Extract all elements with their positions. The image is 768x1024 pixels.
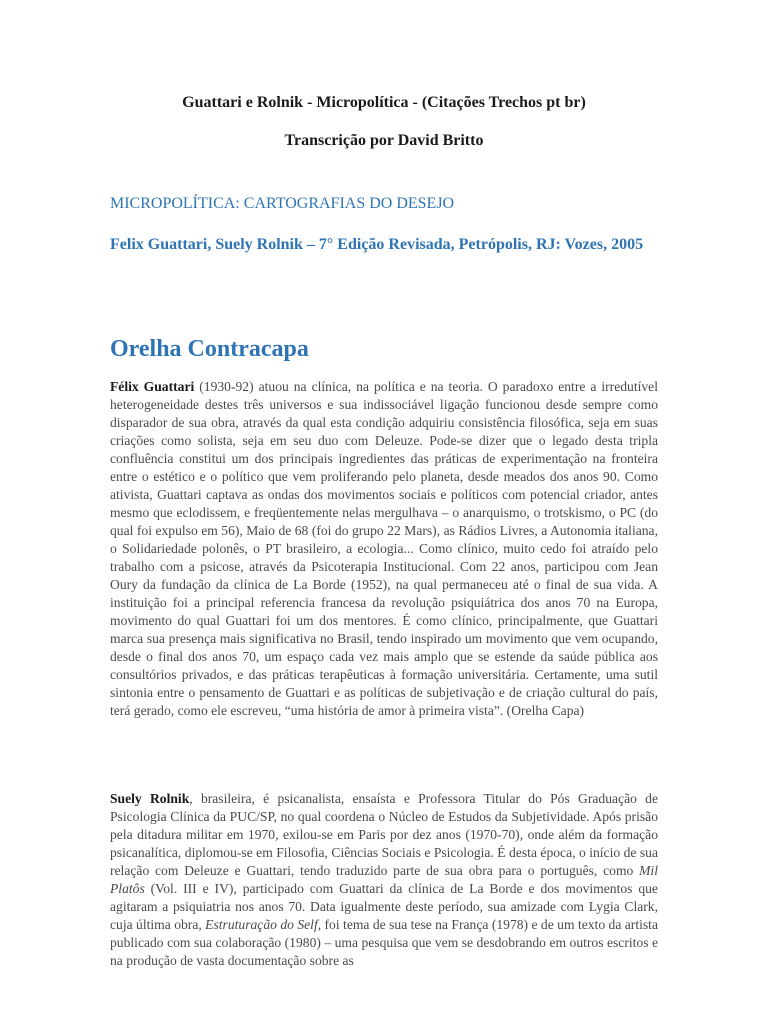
rolnik-italic-self: Estruturação do Self xyxy=(205,917,318,932)
section-heading: Orelha Contracapa xyxy=(110,336,309,362)
book-title: MICROPOLÍTICA: CARTOGRAFIAS DO DESEJO xyxy=(110,195,455,212)
transcription-credit: Transcrição por David Britto xyxy=(284,132,484,149)
rolnik-name: Suely Rolnik xyxy=(110,791,190,806)
guattari-name: Félix Guattari xyxy=(110,379,195,394)
rolnik-text-c: , foi tema de sua tese na França (1978) e de um texto da artista publicado com sua colaboração (1980) – uma pesquisa que vem se desdobrando em outros escritos e na produção de vasta documentação sobre as xyxy=(110,917,658,968)
book-reference: Felix Guattari, Suely Rolnik – 7° Edição Revisada, Petrópolis, RJ: Vozes, 2005 xyxy=(110,236,644,253)
rolnik-paragraph xyxy=(110,790,658,970)
rolnik-italic-mil-platos: Mil Platôs xyxy=(110,863,658,896)
rolnik-text-b: (Vol. III e IV), participado com Guattari da clínica de La Borde e dos movimentos que agitaram a psiquiatria nos anos 70. Data igualmente deste período, sua amizade com Lygia Clark, cuja última obra, xyxy=(110,881,658,932)
document-title: Guattari e Rolnik - Micropolítica - (Citações Trechos pt br) xyxy=(182,94,586,111)
guattari-text: (1930-92) atuou na clínica, na política e na teoria. O paradoxo entre a irredutível heterogeneidade destes três universos e sua indissociável ligação funcionou desde sempre como disparador de sua obra, através da qual esta condição adquiriu consistência filosófica, seja em suas criações como solista, seja em seu duo com Deleuze. Pode-se dizer que o legado desta tripla confluência constitui um dos principais ingredientes das práticas de experimentação na fronteira entre o estético e o político que vem proliferando pelo planeta, desde meados dos anos 90. Como ativista, Guattari captava as ondas dos movimentos sociais e políticos com potencial criador, antes mesmo que eclodissem, e freqüentemente nelas mergulhava – o anarquismo, o trotskismo, o PC (do qual foi expulso em 56), Maio de 68 (foi do grupo 22 Mars), as Rádios Livres, a Autonomia italiana, o Solidariedade polonês, o PT brasileiro, a ecologia... Como clínico, muito cedo foi atraído pelo trabalho com a psicose, através da Psicoterapia Institucional. Com 22 anos, participou com Jean Oury da fundação da clínica de La Borde (1952), na qual permaneceu até o final de sua vida. A instituição foi a principal referencia francesa da revolução psiquiátrica dos anos 70 na Europa, movimento do qual Guattari foi um dos mentores. É como clínico, principalmente, que Guattari marca sua presença mais significativa no Brasil, tendo inspirado um movimento que vem ocupando, desde o final dos anos 70, um espaço cada vez mais amplo que se estende da saúde pública aos consultórios privados, e das práticas terapêuticas à formação universitária. Certamente, uma sutil sintonia entre o pensamento de Guattari e as políticas de subjetivação e de criação cultural do país, terá gerado, como ele escreveu, “uma história de amor à primeira vista”. (Orelha Capa) xyxy=(110,379,658,718)
rolnik-text-a: , brasileira, é psicanalista, ensaísta e Professora Titular do Pós Graduação de Psicologia Clínica da PUC/SP, no qual coordena o Núcleo de Estudos da Subjetividade. Após prisão pela ditadura militar em 1970, exilou-se em Paris por dez anos (1970-70), onde além da formação psicanalítica, diplomou-se em Filosofia, Ciências Sociais e Psicologia. É desta época, o início de sua relação com Deleuze e Guattari, tendo traduzido parte de sua obra para o português, como xyxy=(110,791,658,878)
guattari-paragraph xyxy=(110,378,658,720)
